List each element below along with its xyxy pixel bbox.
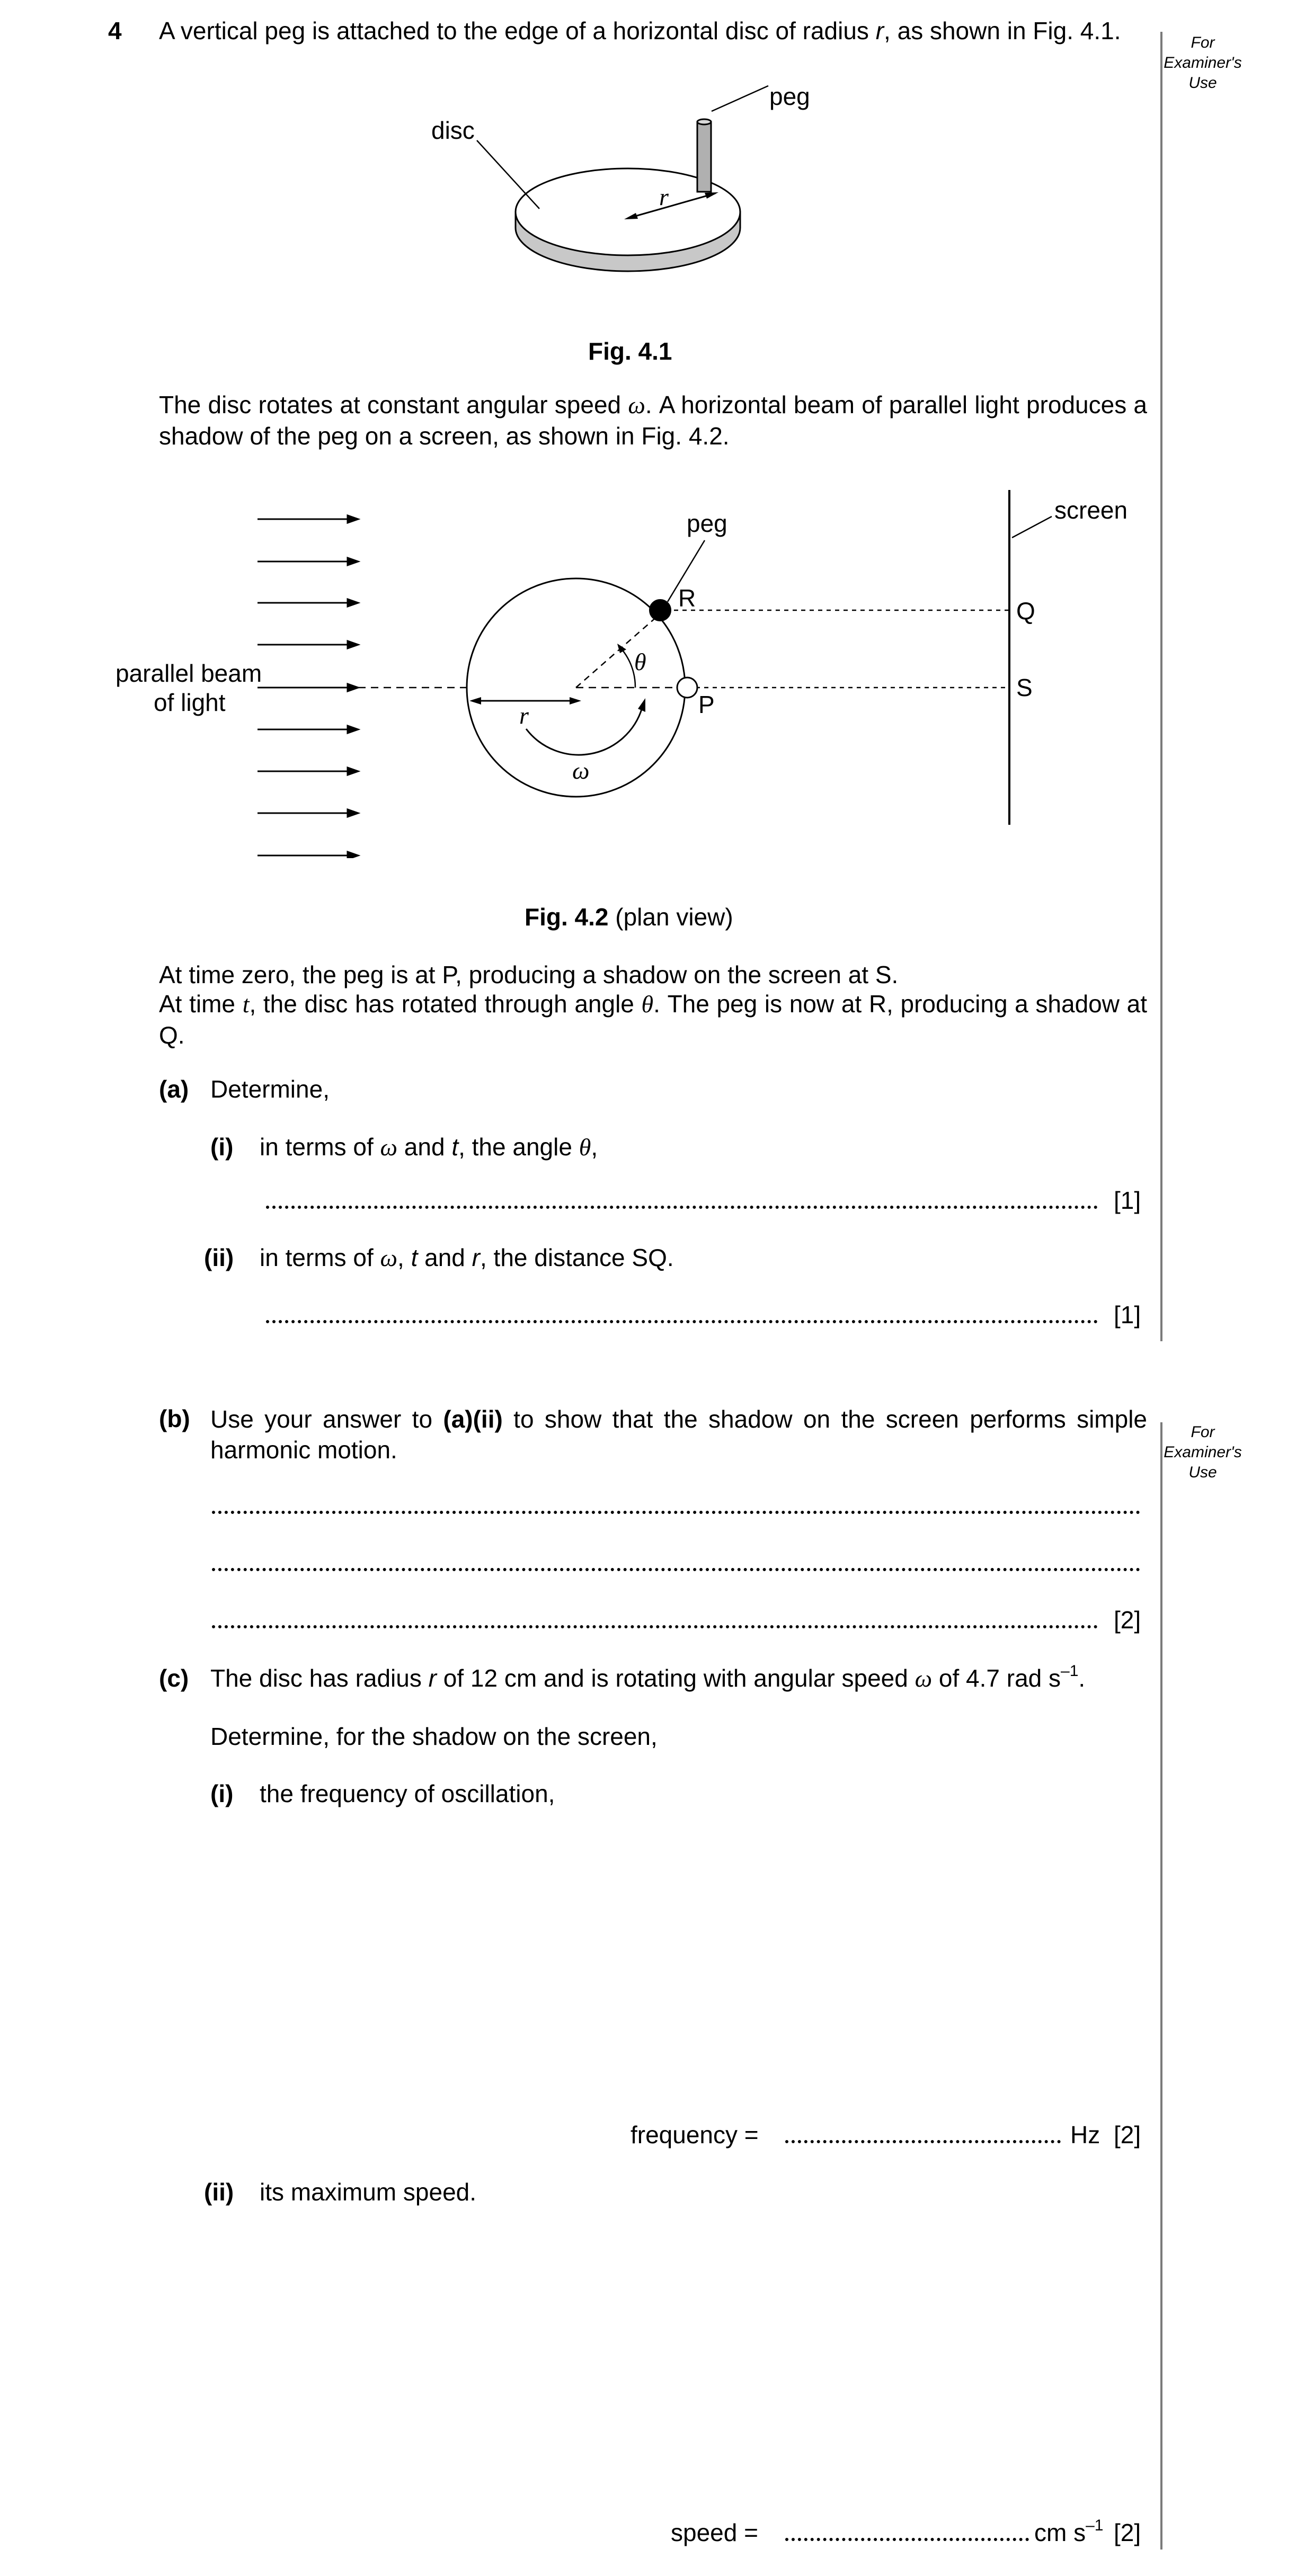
speed-unit: [1034, 2518, 1103, 2547]
r-arrowhead-left: [469, 697, 481, 705]
part-b-text-a: Use your answer to: [210, 1405, 443, 1433]
para2-text-b: . A horizontal beam of parallel light produces a shadow of the peg on a screen, as shown in Fig. 4.2.: [159, 391, 1148, 450]
part-c-text: [210, 1663, 1085, 1693]
fig41-label-disc: disc: [431, 117, 475, 144]
speed-unit-text: cm s: [1034, 2519, 1086, 2546]
part-a-i-text: [260, 1132, 598, 1162]
part-b-text: [210, 1404, 1147, 1465]
fig41-label-peg: peg: [769, 83, 810, 110]
part-a-i-text-b: and: [397, 1133, 452, 1161]
examiner-note-top: [1160, 33, 1245, 93]
frequency-answer-label: frequency =: [631, 2121, 759, 2149]
part-a-ii-t: t: [411, 1244, 418, 1271]
light-beam-arrows: [258, 515, 358, 858]
part-c-r: r: [428, 1664, 437, 1692]
examiner-note-line: Use: [1188, 1464, 1217, 1481]
part-a-i-label: (i): [210, 1133, 234, 1161]
question-number: 4: [108, 17, 122, 44]
part-c-sup: –1: [1061, 1662, 1079, 1680]
part-c-text-b: of 12 cm and is rotating with angular speed: [436, 1664, 915, 1692]
part-a-ii-marks: [1]: [1114, 1301, 1141, 1329]
para2-text-a: The disc rotates at constant angular speed: [159, 391, 628, 418]
part-c-i-text: the frequency of oscillation,: [260, 1780, 555, 1807]
part-c-i-label: (i): [210, 1780, 234, 1807]
answer-line-b-3[interactable]: [212, 1625, 1098, 1628]
part-c-text-a: The disc has radius: [210, 1664, 429, 1692]
examiner-note-line: Examiner's: [1164, 1443, 1242, 1461]
examiner-note-line: For: [1191, 34, 1215, 51]
fig41-label-r: r: [659, 183, 669, 210]
part-c-ii-marks: [2]: [1114, 2519, 1141, 2546]
frequency-answer-line[interactable]: [785, 2140, 1061, 2143]
answer-line-b-2[interactable]: [212, 1568, 1140, 1571]
speed-unit-sup: –1: [1086, 2517, 1104, 2534]
para3-var-theta: θ: [641, 991, 654, 1018]
omega-arrowhead: [638, 698, 645, 712]
fig42-caption-bold: Fig. 4.2: [525, 903, 609, 931]
answer-line-a-i[interactable]: [266, 1206, 1098, 1209]
fig41-caption: Fig. 4.1: [588, 337, 672, 365]
intro-text-a: A vertical peg is attached to the edge of a horizontal disc of radius: [159, 17, 876, 44]
part-c-ii-text: its maximum speed.: [260, 2178, 477, 2206]
fig42-label-Q: Q: [1016, 597, 1035, 625]
part-a-i-text-a: in terms of: [260, 1133, 380, 1161]
part-a-label: (a): [159, 1075, 189, 1103]
para3-line2-b: , the disc has rotated through angle: [249, 990, 642, 1018]
para3-line2: [159, 988, 1147, 1050]
examiner-margin-rule-top: [1160, 32, 1162, 1341]
part-a-ii-text-a: in terms of: [260, 1244, 380, 1271]
peg-at-R: [650, 600, 671, 621]
fig42-label-screen: screen: [1054, 496, 1128, 524]
fig42-label-beam-2: of light: [154, 689, 226, 716]
intro-text: [159, 16, 1121, 46]
part-c-determine: Determine, for the shadow on the screen,: [210, 1723, 658, 1750]
part-c-text-c: of 4.7 rad s: [932, 1664, 1061, 1692]
r-arrowhead-right: [570, 697, 581, 705]
examiner-margin-rule-bottom: [1160, 1422, 1162, 2550]
para2-omega: ω: [628, 391, 645, 418]
fig42-label-S: S: [1016, 674, 1033, 701]
intro-text-b: , as shown in Fig. 4.1.: [884, 17, 1121, 44]
peg-top: [697, 119, 711, 124]
part-c-i-marks: [2]: [1114, 2121, 1141, 2149]
fig42-caption-rest: (plan view): [608, 903, 733, 931]
intro-var-r: r: [875, 17, 884, 44]
fig42-caption: [525, 902, 733, 932]
part-a-ii-r: r: [472, 1244, 480, 1271]
fig42-label-R: R: [678, 584, 696, 612]
part-a-ii-text-d: , the distance SQ.: [480, 1244, 674, 1271]
screen-leader-line: [1012, 516, 1052, 538]
examiner-note-line: Use: [1188, 74, 1217, 92]
part-a-ii-text-c: and: [418, 1244, 472, 1271]
speed-answer-line[interactable]: [785, 2538, 1029, 2541]
fig42-label-beam-1: parallel beam: [116, 659, 262, 687]
part-a-text: Determine,: [210, 1075, 330, 1103]
part-a-i-text-c: , the angle: [458, 1133, 579, 1161]
part-a-ii-text: [260, 1243, 674, 1273]
frequency-unit: Hz: [1070, 2121, 1100, 2149]
part-a-ii-text-b: ,: [397, 1244, 411, 1271]
part-a-ii-omega: ω: [380, 1244, 397, 1271]
part-b-label: (b): [159, 1405, 190, 1432]
part-a-i-text-d: ,: [591, 1133, 598, 1161]
omega-arc: [526, 708, 642, 755]
fig42-label-theta: θ: [634, 648, 646, 675]
answer-line-a-ii[interactable]: [266, 1320, 1098, 1323]
part-c-ii-label: (ii): [204, 2178, 234, 2206]
part-a-i-omega: ω: [380, 1134, 397, 1161]
examiner-note-bottom: [1160, 1422, 1245, 1483]
para3-line2-c: . The peg is now at R, producing a shadow at Q.: [159, 990, 1147, 1049]
part-b-marks: [2]: [1114, 1606, 1141, 1634]
speed-answer-label: speed =: [671, 2519, 758, 2546]
part-b-ref: (a)(ii): [443, 1405, 503, 1433]
peg-at-P: [677, 678, 697, 698]
fig42-label-r: r: [519, 702, 529, 729]
peg-body: [697, 122, 711, 192]
para3-line2-a: At time: [159, 990, 243, 1018]
part-c-text-d: .: [1078, 1664, 1086, 1692]
disc-leader-line: [477, 140, 539, 209]
theta-arrowhead: [617, 644, 626, 653]
peg-leader-line: [712, 86, 768, 111]
para3-var-t: t: [242, 991, 250, 1018]
fig42-label-P: P: [698, 691, 715, 718]
part-c-omega: ω: [915, 1665, 933, 1692]
examiner-note-line: For: [1191, 1423, 1215, 1441]
part-c-label: (c): [159, 1664, 189, 1692]
fig42-label-omega: ω: [572, 757, 590, 784]
theta-arc: [621, 648, 635, 688]
part-a-i-theta: θ: [579, 1134, 591, 1161]
fig42-label-peg: peg: [687, 510, 727, 537]
part-a-ii-label: (ii): [204, 1244, 234, 1271]
answer-line-b-1[interactable]: [212, 1511, 1140, 1514]
para3-line1: At time zero, the peg is at P, producing a shadow on the screen at S.: [159, 961, 899, 988]
para-2: [159, 389, 1147, 451]
examiner-note-line: Examiner's: [1164, 54, 1242, 72]
part-a-i-marks: [1]: [1114, 1187, 1141, 1214]
figure-4-1: [403, 74, 774, 318]
part-a-i-t: t: [451, 1133, 459, 1161]
part-b-text-b: to show that the shadow on the screen performs simple harmonic motion.: [210, 1405, 1147, 1464]
